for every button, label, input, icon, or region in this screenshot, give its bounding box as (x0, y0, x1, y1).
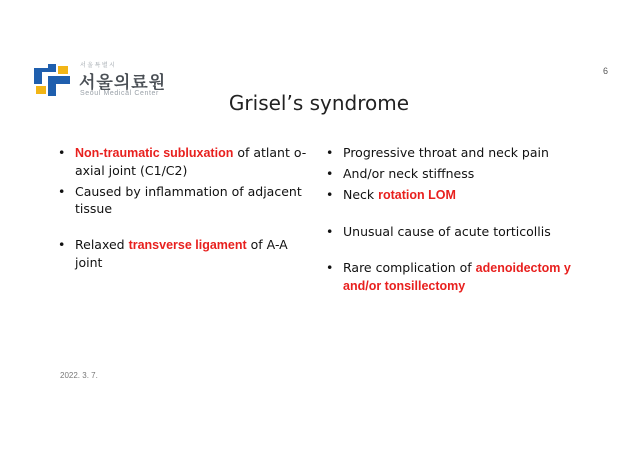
page-number: 6 (602, 66, 608, 76)
logo-name: 서울의료원 (79, 73, 167, 92)
item-text: Progressive throat and neck pain (343, 145, 549, 160)
list-item (58, 236, 318, 271)
bullet-icon: • (58, 237, 66, 252)
item-text: Relaxed (75, 237, 129, 252)
bullet-icon: • (326, 187, 334, 202)
list-item (326, 144, 596, 161)
item-text: Caused by inflammation of adjacent tissue (75, 184, 302, 216)
item-text: of atlant o-axial joint (C1/C2) (75, 145, 307, 178)
bullet-icon: • (326, 145, 334, 160)
item-text: of A-A joint (75, 237, 288, 270)
list-item (326, 223, 596, 240)
highlight-text: rotation LOM (378, 188, 456, 202)
slide-date: 2022. 3. 7. (60, 371, 98, 380)
bullet-icon: • (326, 166, 334, 181)
list-item (326, 186, 596, 204)
logo-english-name: Seoul Medical Center (80, 90, 159, 97)
item-text: Neck (343, 187, 379, 202)
list-item (326, 259, 596, 295)
item-text: And/or neck stiffness (343, 166, 475, 181)
slide-title: Grisel’s syndrome (228, 91, 410, 115)
item-text: Unusual cause of acute torticollis (343, 224, 551, 239)
left-bullet-list (58, 144, 318, 271)
bullet-icon: • (58, 145, 66, 160)
item-text: Rare complication of (343, 260, 476, 275)
highlight-text: Non-traumatic subluxation (75, 146, 234, 160)
list-item (58, 183, 318, 217)
list-item (58, 144, 318, 179)
bullet-icon: • (326, 224, 334, 239)
bullet-icon: • (58, 184, 66, 199)
logo-subtitle: 서울특별시 (80, 63, 117, 69)
list-item (326, 165, 596, 182)
right-bullet-list (326, 144, 596, 295)
highlight-text: transverse ligament (128, 238, 247, 252)
highlight-text: adenoidectom y and/or tonsillectomy (343, 261, 571, 293)
bullet-icon: • (326, 260, 334, 275)
